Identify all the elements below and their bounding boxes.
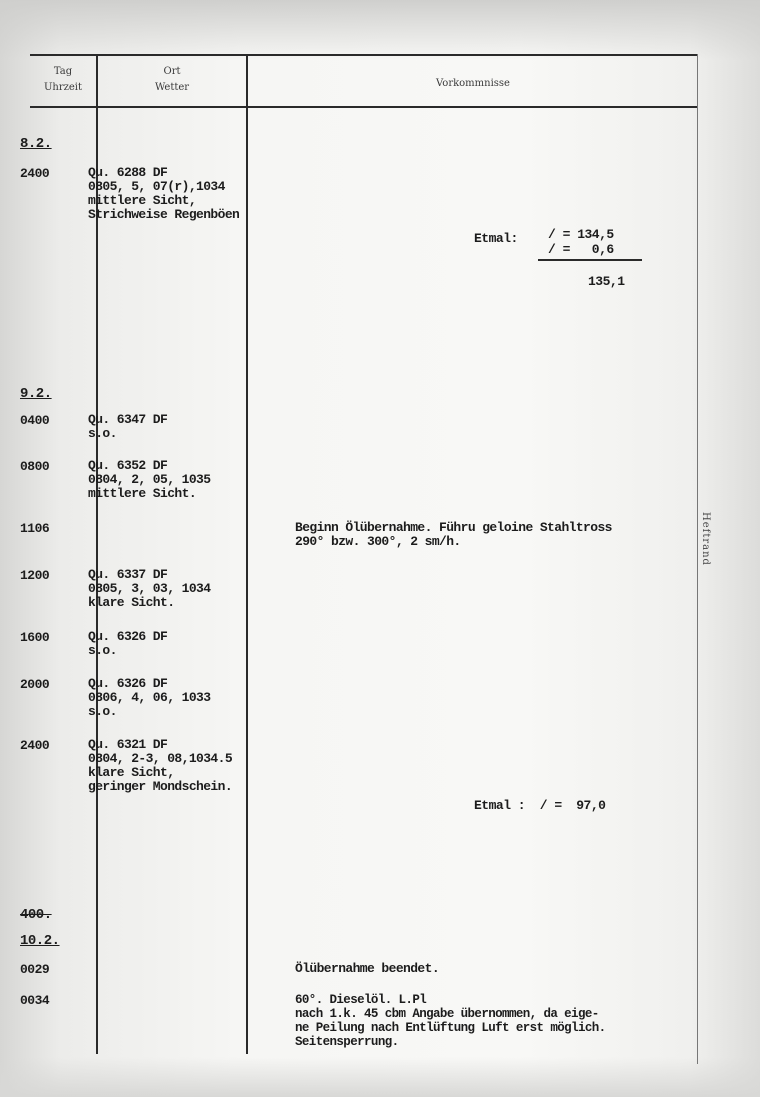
date-day2: 9.2. — [20, 386, 52, 402]
scan-shading-bottom — [0, 1057, 760, 1097]
header-tag: Tag — [53, 66, 73, 77]
header-wetter: Wetter — [154, 82, 190, 93]
right-border — [697, 54, 698, 1064]
date-day1: 8.2. — [20, 136, 52, 152]
etmal-sum: 135,1 — [588, 274, 625, 289]
etmal-line2: / = 0,6 — [548, 242, 614, 257]
etmal-sum-rule — [538, 259, 642, 261]
etmal-line1: / = 134,5 — [548, 227, 614, 242]
margin-note: Heftrand — [700, 512, 711, 566]
time-entry: 1200 — [20, 568, 50, 583]
column-divider-2 — [246, 54, 248, 1054]
header-vorkommnisse: Vorkommnisse — [436, 78, 510, 89]
date-day3: 10.2. — [20, 933, 60, 949]
struck-date: 400. — [20, 907, 52, 923]
position-weather: Qu. 6347 DF s.o. — [88, 412, 168, 441]
time-entry: 2400 — [20, 738, 50, 753]
header-tag-uhrzeit — [30, 64, 96, 96]
time-entry: 0400 — [20, 413, 50, 428]
time-entry: 2400 — [20, 166, 50, 181]
position-weather: Qu. 6326 DF 0806, 4, 06, 1033 s.o. — [88, 676, 211, 719]
header-ort: Ort — [163, 66, 181, 77]
time-entry: 0800 — [20, 459, 50, 474]
occurrence-text: Beginn Ölübernahme. Führu geloine Stahltross 290° bzw. 300°, 2 sm/h. — [295, 520, 612, 549]
occurrence-text: Ölübernahme beendet. — [295, 961, 440, 976]
time-entry: 1106 — [20, 521, 50, 536]
etmal-day2: Etmal : / = 97,0 — [474, 798, 606, 813]
time-entry: 2000 — [20, 677, 50, 692]
scan-shading — [0, 0, 760, 60]
etmal-label: Etmal: — [474, 231, 518, 246]
position-weather: Qu. 6326 DF s.o. — [88, 629, 168, 658]
time-entry: 0034 — [20, 993, 50, 1008]
time-entry: 1600 — [20, 630, 50, 645]
position-weather: Qu. 6337 DF 0805, 3, 03, 1034 klare Sicht. — [88, 567, 211, 610]
time-entry: 0029 — [20, 962, 50, 977]
header-ort-wetter — [98, 64, 246, 96]
position-weather: Qu. 6288 DF 0805, 5, 07(r),1034 mittlere Sicht, Strichweise Regenböen — [88, 165, 240, 222]
position-weather: Qu. 6321 DF 0804, 2-3, 08,1034.5 klare Sicht, geringer Mondschein. — [88, 737, 233, 794]
header-bottom-rule — [30, 106, 698, 108]
header-uhrzeit: Uhrzeit — [43, 82, 83, 93]
table-top-rule — [30, 54, 698, 56]
position-weather: Qu. 6352 DF 0804, 2, 05, 1035 mittlere Sicht. — [88, 458, 211, 501]
occurrence-text: 60°. Dieselöl. L.Pl nach 1.k. 45 cbm Angabe übernommen, da eige- ne Peilung nach Entlüftung Luft erst möglich. Seitensperrung. — [295, 993, 606, 1049]
